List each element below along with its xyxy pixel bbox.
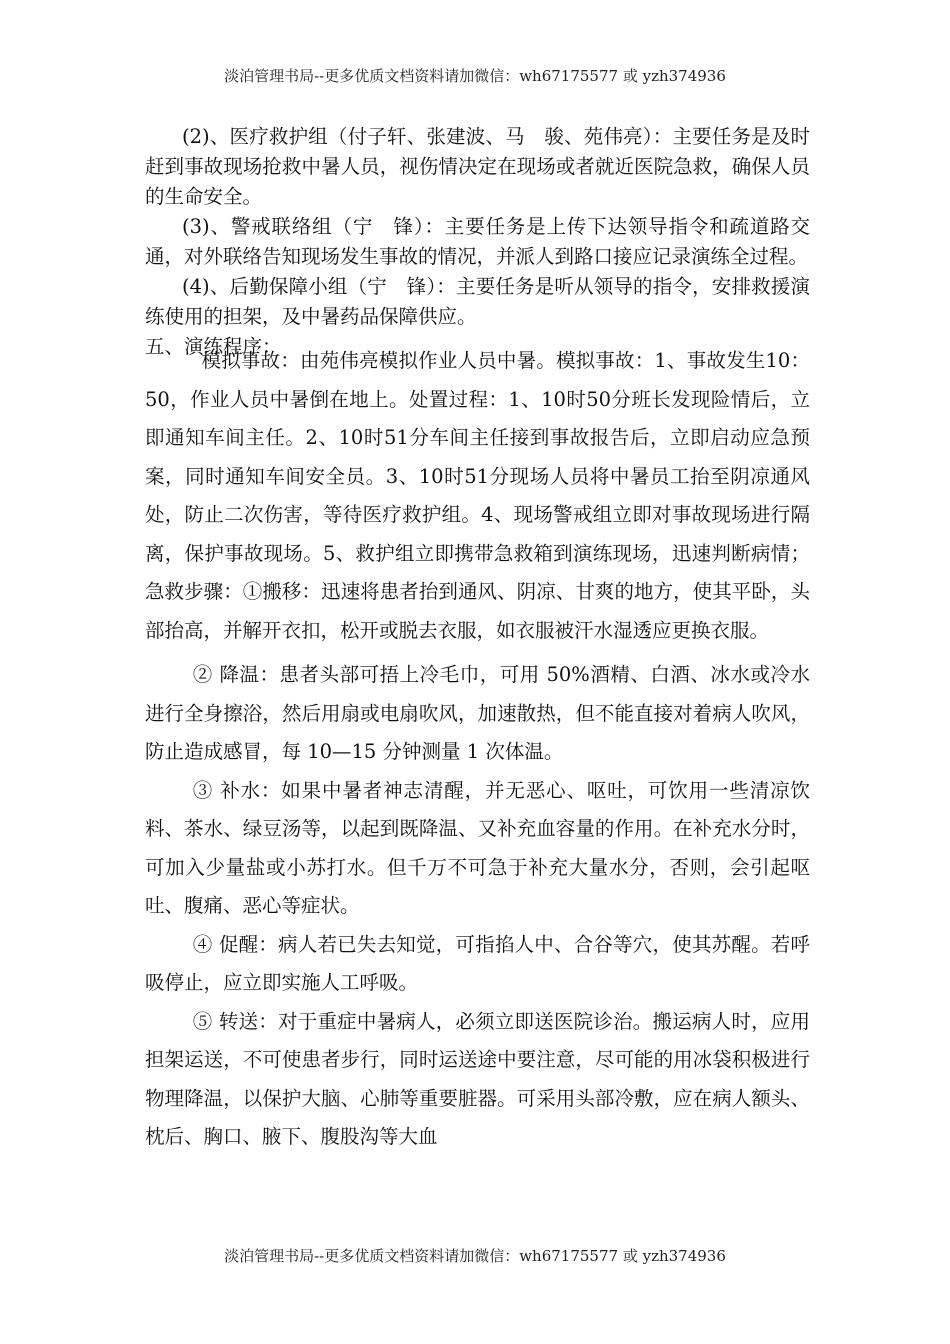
team-security-liaison: (3)、警戒联络组（宁 锋）：主要任务是上传下达领导指令和疏道路交通，对外联络告知现场发生事故的情况，并派人到路口接应记录演练全过程。: [145, 215, 810, 268]
page-header: 淡泊管理书局--更多优质文档资料请加微信：wh67175577 或 yzh374936: [224, 67, 726, 85]
page-footer: 淡泊管理书局--更多优质文档资料请加微信：wh67175577 或 yzh374936: [224, 1247, 726, 1265]
drill-procedure: [145, 342, 810, 1157]
procedure-hydration: ③ 补水：如果中暑者神志清醒，并无恶心、呕吐，可饮用一些清凉饮料、茶水、绿豆汤等，以起到既降温、又补充血容量的作用。在补充水分时，可加入少量盐或小苏打水。但千万不可急于补充大量水分，否则，会引起呕吐、腹痛、恶心等症状。: [145, 778, 810, 917]
team-logistics: (4)、后勤保障小组（宁 锋）：主要任务是听从领导的指令，安排救援演练使用的担架，及中暑药品保障供应。: [145, 275, 810, 328]
section-heading: 五、演练程序：: [145, 335, 282, 358]
procedure-awakening: ④ 促醒：病人若已失去知觉，可指掐人中、合谷等穴，使其苏醒。若呼吸停止，应立即实施人工呼吸。: [145, 932, 810, 994]
procedure-simulation: 模拟事故：由苑伟亮模拟作业人员中暑。模拟事故：1、事故发生10：50，作业人员中暑倒在地上。处置过程：1、10时50分班长发现险情后，立即通知车间主任。2、10时51分车间主任接到事故报告后，立即启动应急预案，同时通知车间安全员。3、10时51分现场人员将中暑员工抬至阴凉通风处，防止二次伤害，等待医疗救护组。4、现场警戒组立即对事故现场进行隔离，保护事故现场。5、救护组立即携带急救箱到演练现场，迅速判断病情；急救步骤：①搬移：迅速将患者抬到通风、阴凉、甘爽的地方，使其平卧，头部抬高，并解开衣扣，松开或脱去衣服，如衣服被汗水湿透应更换衣服。: [145, 349, 810, 642]
procedure-transfer: ⑤ 转送：对于重症中暑病人，必须立即送医院诊治。搬运病人时，应用担架运送，不可使患者步行，同时运送途中要注意，尽可能的用冰袋积极进行物理降温，以保护大脑、心肺等重要脏器。可采用头部冷敷，应在病人额头、枕后、胸口、腋下、腹股沟等大血: [145, 1009, 810, 1148]
procedure-cooling: ② 降温：患者头部可捂上冷毛巾，可用 50%酒精、白酒、冰水或冷水进行全身擦浴，然后用扇或电扇吹风，加速散热，但不能直接对着病人吹风，防止造成感冒，每 10—15 分钟测量 1 次体温。: [145, 663, 810, 763]
team-medical-rescue: (2)、医疗救护组（付子轩、张建波、马 骏、苑伟亮）：主要任务是及时赶到事故现场抢救中暑人员，视伤情决定在现场或者就近医院急救，确保人员的生命安全。: [145, 125, 810, 208]
team-assignments: [145, 122, 810, 362]
